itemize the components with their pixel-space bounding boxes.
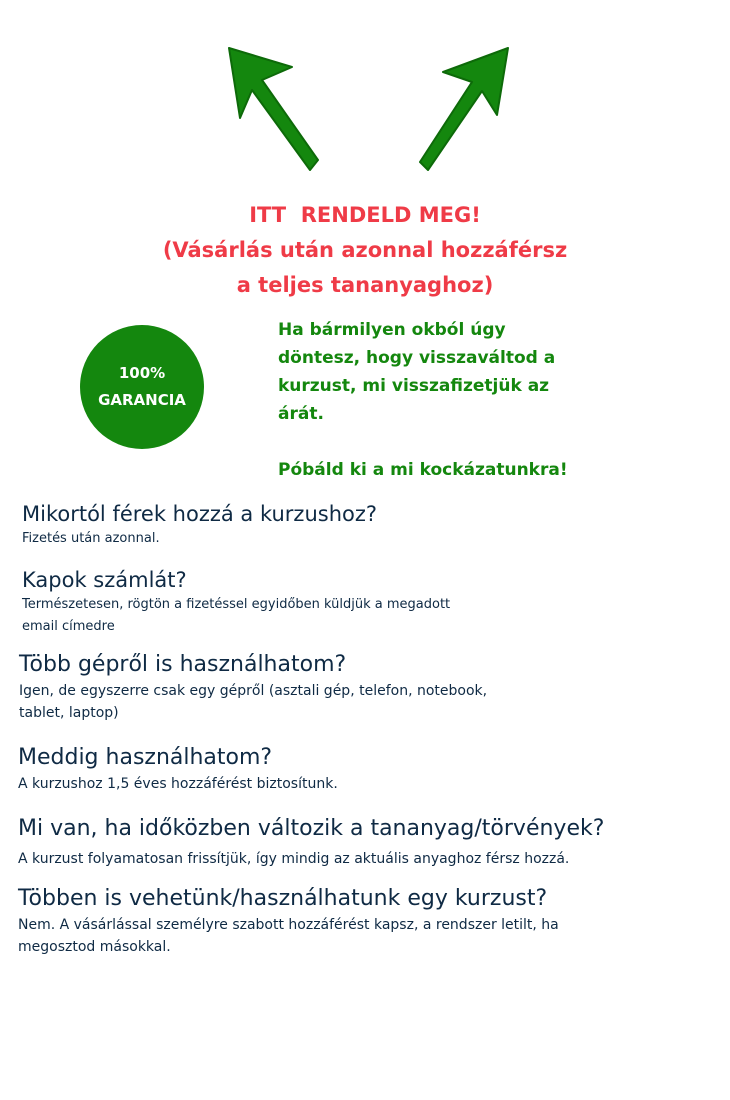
guarantee-line: árát. [278, 404, 324, 424]
faq-question: Meddig használhatom? [18, 745, 273, 770]
guarantee-text [278, 316, 618, 484]
faq-item-duration [18, 743, 338, 795]
guarantee-badge [80, 325, 204, 449]
faq-question: Több gépről is használhatom? [19, 652, 347, 677]
faq-question: Mi van, ha időközben változik a tananyag/törvények? [18, 816, 605, 841]
arrows-graphic [0, 0, 730, 190]
faq-item-updates [18, 814, 604, 870]
badge-label: GARANCIA [98, 391, 186, 409]
faq-answer: Igen, de egyszerre csak egy gépről (asztali gép, telefon, notebook, [19, 683, 488, 699]
guarantee-line: Ha bármilyen okból úgy [278, 320, 506, 340]
faq-item-access [22, 500, 377, 550]
faq-answer: Természetesen, rögtön a fizetéssel egyidőben küldjük a megadott [22, 597, 451, 612]
arrow-up-right-icon [420, 48, 508, 170]
cta-line-1: ITT RENDELD MEG! [249, 203, 481, 227]
faq-item-invoice [22, 566, 450, 638]
cta-line-3: a teljes tananyaghoz) [236, 273, 494, 297]
guarantee-line: kurzust, mi visszafizetjük az [278, 376, 550, 396]
faq-answer: email címedre [22, 619, 115, 634]
faq-item-devices [19, 650, 487, 724]
faq-question: Többen is vehetünk/használhatunk egy kurzust? [18, 886, 548, 911]
faq-answer: Nem. A vásárlással személyre szabott hozzáférést kapsz, a rendszer letilt, ha [18, 917, 559, 933]
faq-answer: A kurzushoz 1,5 éves hozzáférést biztosítunk. [18, 776, 338, 792]
faq-answer: tablet, laptop) [19, 705, 119, 721]
badge-percent: 100% [118, 364, 166, 382]
guarantee-try-text: Póbáld ki a mi kockázatunkra! [278, 460, 568, 480]
faq-answer: A kurzust folyamatosan frissítjük, így mindig az aktuális anyaghoz férsz hozzá. [18, 851, 570, 867]
faq-question: Mikortól férek hozzá a kurzushoz? [22, 502, 378, 526]
faq-item-sharing [18, 884, 559, 958]
cta-line-2: (Vásárlás után azonnal hozzáférsz [162, 238, 568, 262]
guarantee-line: döntesz, hogy visszaváltod a [278, 348, 556, 368]
arrow-up-left-icon [229, 48, 318, 170]
order-call-to-action [0, 198, 730, 303]
faq-answer: megosztod másokkal. [18, 939, 171, 955]
faq-question: Kapok számlát? [22, 568, 187, 592]
faq-answer: Fizetés után azonnal. [22, 531, 160, 546]
